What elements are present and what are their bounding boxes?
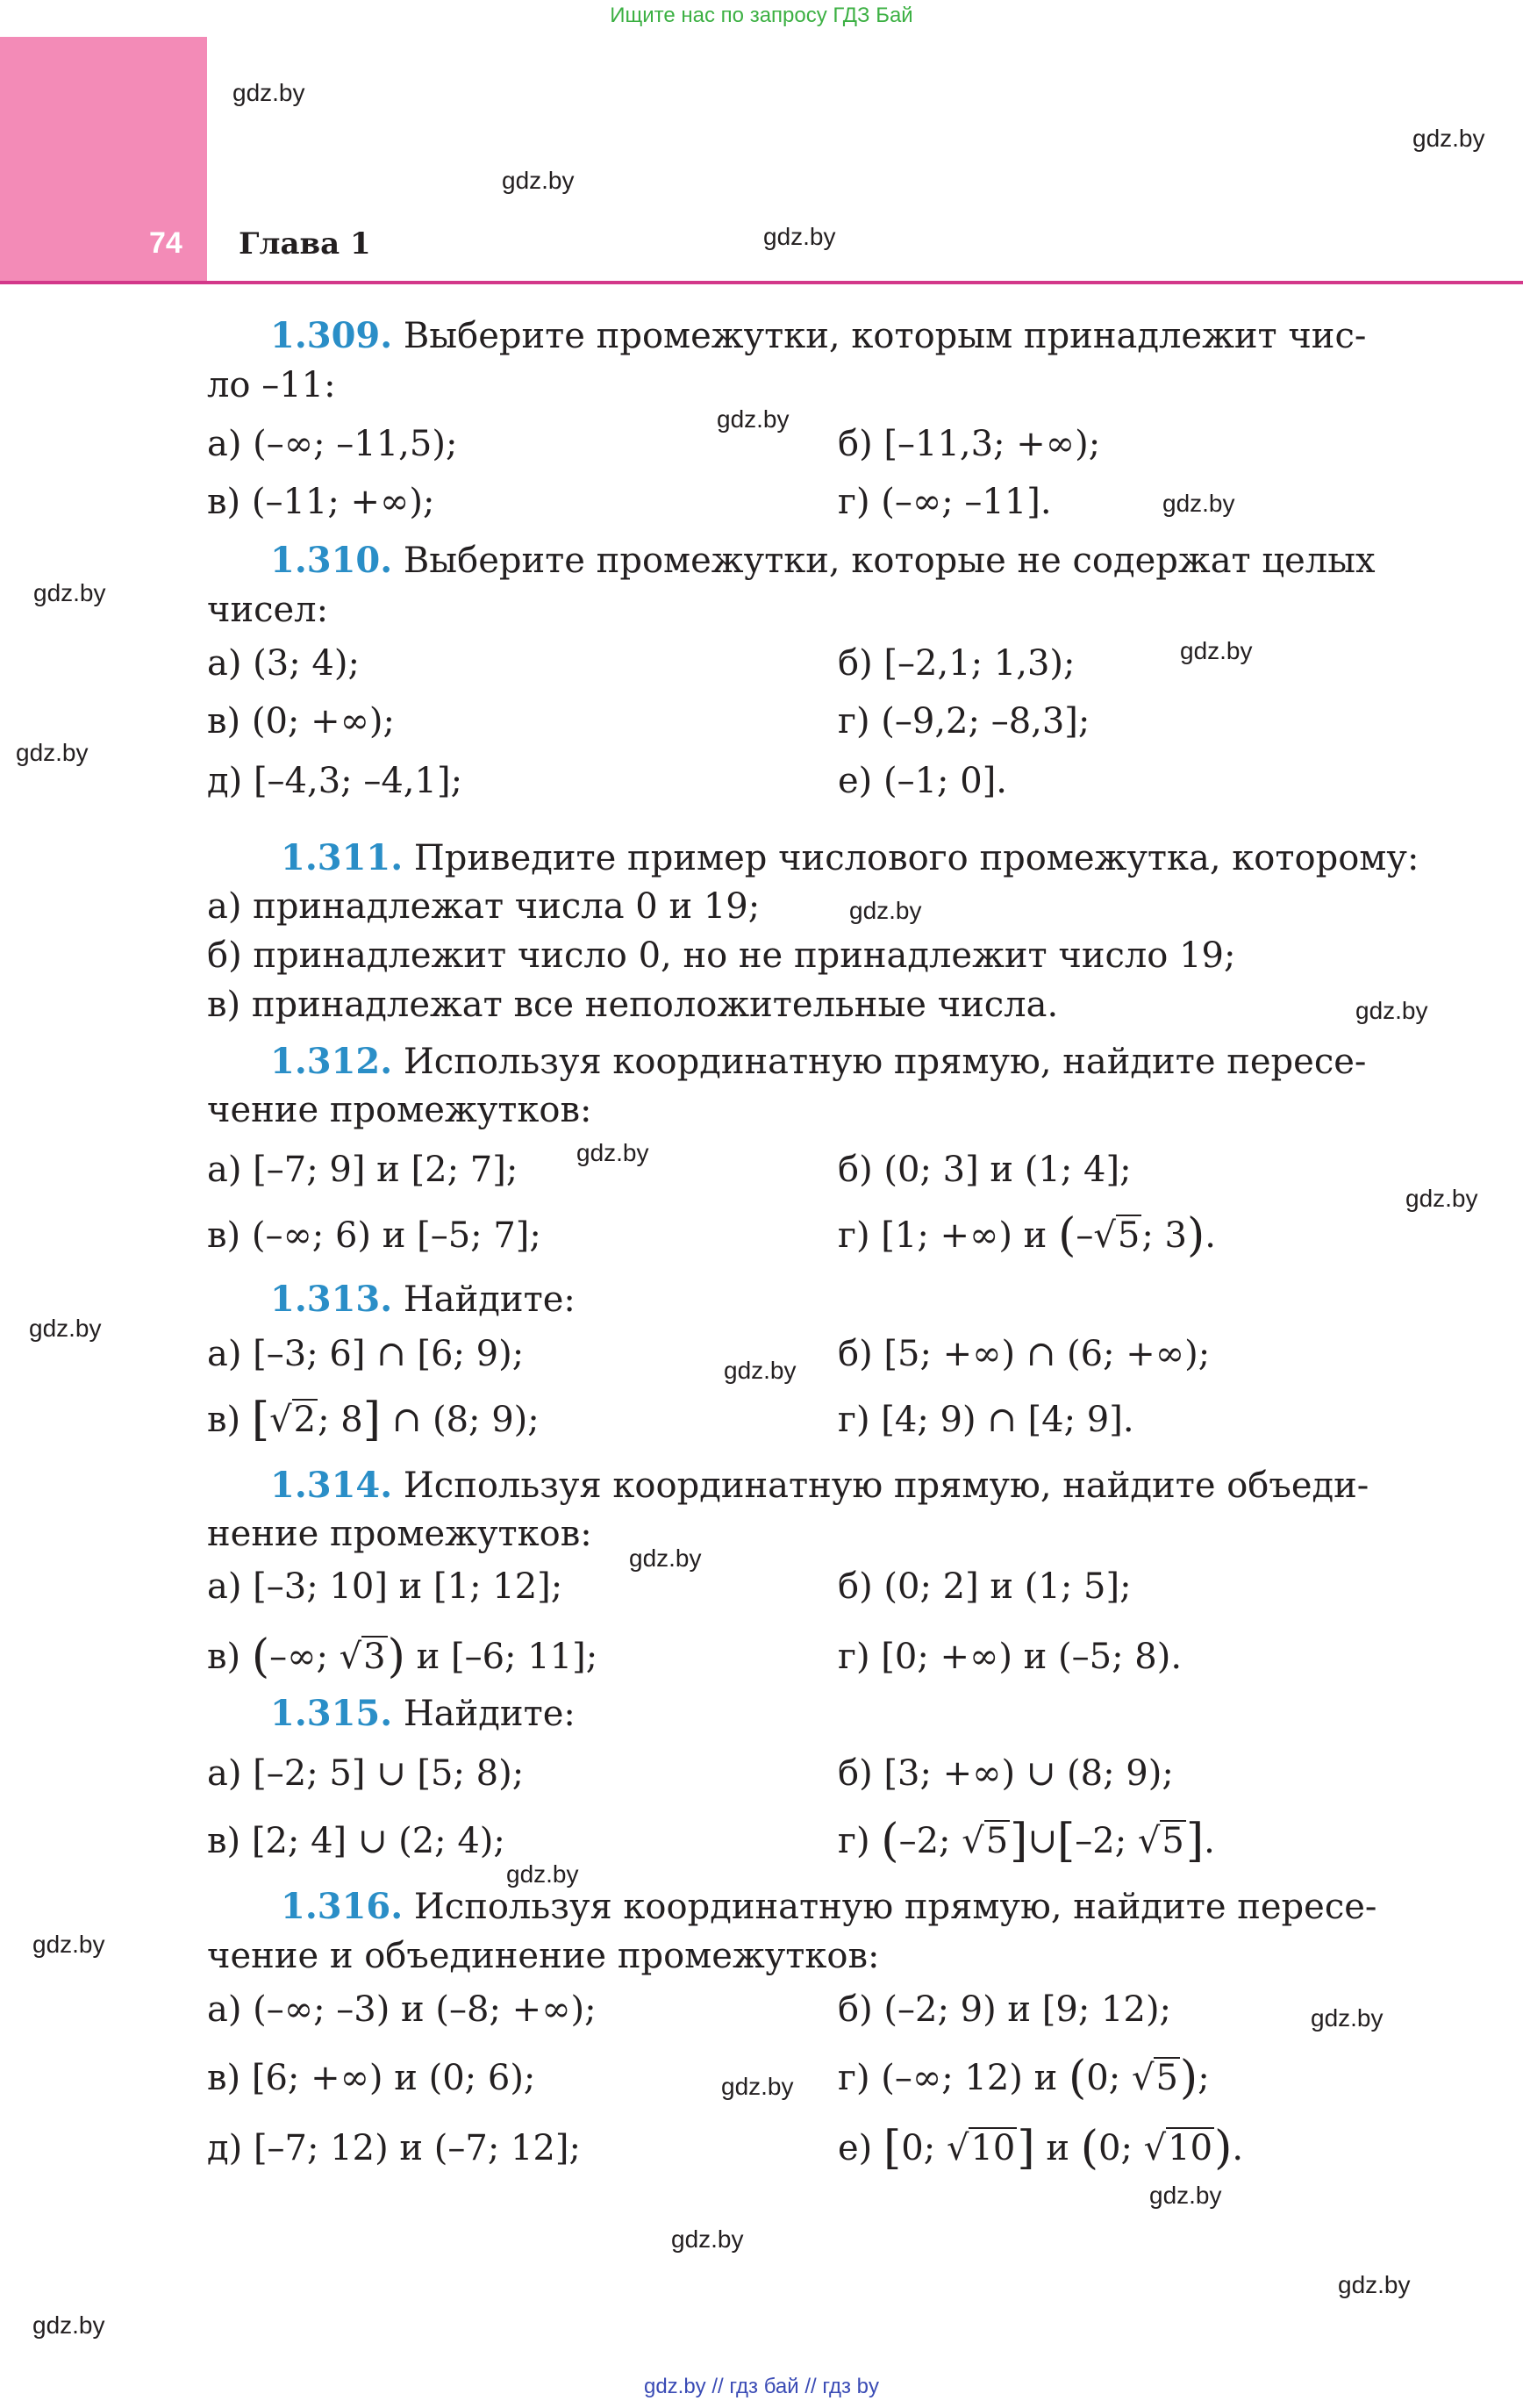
option-v: в) (–∞; 6) и [–5; 7]; xyxy=(207,1215,541,1256)
problem-1316-line1 xyxy=(281,1882,1376,1931)
paren: ) xyxy=(1214,2122,1233,2175)
option-a: а) (–∞; –11,5); xyxy=(207,424,458,464)
text: . xyxy=(1205,1215,1216,1256)
union-sign: ∪ xyxy=(1027,1821,1057,1861)
watermark: gdz.by xyxy=(629,1544,702,1572)
watermark: gdz.by xyxy=(763,223,836,250)
text: . xyxy=(1204,1821,1215,1861)
radicand: 5 xyxy=(985,1821,1009,1861)
option-b: б) (0; 2] и (1; 5]; xyxy=(838,1566,1132,1607)
option-v: в) (–11; +∞); xyxy=(207,482,435,522)
option-a: а) принадлежат числа 0 и 19; xyxy=(207,886,761,927)
problem-1315-line1 xyxy=(270,1689,576,1738)
problem-number: 1.316. xyxy=(281,1886,404,1927)
watermark: gdz.by xyxy=(232,79,305,106)
bracket: [ xyxy=(883,2122,902,2175)
option-a: а) [–2; 5] ∪ [5; 8); xyxy=(207,1753,525,1794)
watermark: gdz.by xyxy=(1311,2004,1384,2032)
option-b: б) принадлежит число 0, но не принадлежит число 19; xyxy=(207,935,1236,976)
problem-text: Используя координатную прямую, найдите пересе- xyxy=(413,1887,1377,1927)
problem-number: 1.314. xyxy=(270,1465,393,1506)
paren: ( xyxy=(251,1630,270,1683)
option-d: д) [–4,3; –4,1]; xyxy=(207,761,463,801)
text: –2; xyxy=(898,1821,962,1861)
option-g: г) [0; +∞) и (–5; 8). xyxy=(838,1637,1183,1677)
problem-number: 1.309. xyxy=(270,315,393,356)
option-v: в) [√2; 8] ∩ (8; 9); xyxy=(207,1394,540,1446)
text: г) [1; +∞) и xyxy=(838,1215,1059,1256)
watermark: gdz.by xyxy=(1338,2271,1411,2298)
radicand: 10 xyxy=(1168,2128,1213,2168)
watermark: gdz.by xyxy=(849,897,922,924)
watermark: gdz.by xyxy=(16,739,89,766)
option-a: а) (–∞; –3) и (–8; +∞); xyxy=(207,1989,597,2030)
paren: ( xyxy=(1080,2122,1099,2175)
option-v: в) принадлежат все неположительные числа. xyxy=(207,985,1059,1025)
option-a: а) [–3; 10] и [1; 12]; xyxy=(207,1566,563,1607)
text: . xyxy=(1232,2128,1244,2168)
watermark: gdz.by xyxy=(29,1315,102,1342)
watermark: gdz.by xyxy=(671,2225,744,2253)
problem-number: 1.312. xyxy=(270,1041,393,1082)
option-d: д) [–7; 12) и (–7; 12]; xyxy=(207,2128,582,2168)
watermark: gdz.by xyxy=(1180,637,1253,664)
text: и xyxy=(1034,2128,1081,2168)
paren: ) xyxy=(1186,1209,1205,1262)
header-rule xyxy=(0,281,1523,284)
problem-1314-line2: нение промежутков: xyxy=(207,1514,592,1554)
bracket: ] xyxy=(1017,2122,1035,2175)
text: ; 8 xyxy=(318,1400,363,1440)
text: –2; xyxy=(1075,1821,1138,1861)
search-banner[interactable]: Ищите нас по запросу ГДЗ Бай xyxy=(610,4,913,27)
problem-1312-line2: чение промежутков: xyxy=(207,1090,592,1130)
problem-number: 1.310. xyxy=(270,540,393,581)
text: ; 3 xyxy=(1141,1215,1187,1256)
radicand: 5 xyxy=(1117,1215,1140,1256)
page-number: 74 xyxy=(149,226,182,260)
option-g: г) (–∞; 12) и (0; √5); xyxy=(838,2052,1210,2104)
text: 0; xyxy=(901,2128,947,2168)
option-a: а) [–3; 6] ∩ [6; 9); xyxy=(207,1334,525,1374)
text: г) xyxy=(838,1821,882,1861)
bracket: ] xyxy=(1185,1815,1205,1867)
paren: ) xyxy=(1179,2052,1198,2104)
text: – xyxy=(1076,1215,1094,1256)
problem-text: Выберите промежутки, которым принадлежит чис- xyxy=(403,316,1367,356)
bracket: ] xyxy=(1010,1815,1028,1867)
problem-text: Найдите: xyxy=(403,1694,576,1734)
bracket: ] xyxy=(362,1394,382,1446)
option-g: г) [4; 9) ∩ [4; 9]. xyxy=(838,1400,1134,1440)
option-b: б) [5; +∞) ∩ (6; +∞); xyxy=(838,1334,1211,1374)
watermark: gdz.by xyxy=(1355,997,1428,1024)
problem-text: Выберите промежутки, которые не содержат целых xyxy=(403,541,1376,581)
watermark: gdz.by xyxy=(502,167,575,194)
option-g: г) [1; +∞) и (–√5; 3). xyxy=(838,1209,1216,1262)
radicand: 5 xyxy=(1162,1821,1184,1861)
radicand: 3 xyxy=(363,1637,386,1677)
watermark: gdz.by xyxy=(32,1931,105,1958)
problem-number: 1.315. xyxy=(270,1693,393,1734)
watermark: gdz.by xyxy=(506,1860,579,1888)
option-b: б) [–11,3; +∞); xyxy=(838,424,1101,464)
problem-1314-line1 xyxy=(270,1461,1369,1510)
problem-text: Используя координатную прямую, найдите пересе- xyxy=(403,1042,1367,1082)
watermark: gdz.by xyxy=(724,1357,797,1384)
text: в) xyxy=(207,1400,252,1440)
text: 0; xyxy=(1086,2058,1132,2098)
watermark: gdz.by xyxy=(32,2311,105,2339)
problem-number: 1.313. xyxy=(270,1279,393,1320)
option-g: г) (–9,2; –8,3]; xyxy=(838,701,1090,742)
watermark: gdz.by xyxy=(1162,490,1235,517)
watermark: gdz.by xyxy=(1412,125,1485,152)
option-v: в) (–∞; √3) и [–6; 11]; xyxy=(207,1630,598,1683)
text: г) (–∞; 12) и xyxy=(838,2058,1069,2098)
option-e: е) [0; √10] и (0; √10). xyxy=(838,2122,1244,2175)
text: е) xyxy=(838,2128,883,2168)
radicand: 10 xyxy=(970,2128,1016,2168)
option-v: в) [2; 4] ∪ (2; 4); xyxy=(207,1821,505,1861)
option-v: в) (0; +∞); xyxy=(207,701,396,742)
problem-1313-line1 xyxy=(270,1275,576,1324)
paren: ) xyxy=(387,1630,405,1683)
option-a: а) (3; 4); xyxy=(207,643,360,684)
watermark: gdz.by xyxy=(576,1139,649,1166)
radicand: 5 xyxy=(1155,2058,1178,2098)
paren: ( xyxy=(881,1815,899,1867)
option-b: б) [3; +∞) ∪ (8; 9); xyxy=(838,1753,1174,1794)
watermark: gdz.by xyxy=(1149,2182,1222,2209)
problem-1309-line1 xyxy=(270,312,1366,361)
problem-1309-line2: ло –11: xyxy=(207,365,336,405)
watermark: gdz.by xyxy=(717,405,790,433)
problem-number: 1.311. xyxy=(281,837,404,878)
watermark: gdz.by xyxy=(721,2073,794,2100)
text: в) xyxy=(207,1637,252,1677)
text: –∞; xyxy=(269,1637,340,1677)
paren: ( xyxy=(1058,1209,1076,1262)
text: 0; xyxy=(1098,2128,1144,2168)
option-v: в) [6; +∞) и (0; 6); xyxy=(207,2058,536,2098)
bracket: [ xyxy=(1056,1815,1076,1867)
problem-1311-line1 xyxy=(281,834,1419,883)
text: и [–6; 11]; xyxy=(404,1637,598,1677)
problem-text: Используя координатную прямую, найдите объеди- xyxy=(403,1466,1369,1506)
problem-1310-line1 xyxy=(270,536,1376,585)
text: ∩ (8; 9); xyxy=(381,1400,540,1440)
problem-text: Приведите пример числового промежутка, которому: xyxy=(413,838,1419,878)
problem-1316-line2: чение и объединение промежутков: xyxy=(207,1936,880,1976)
paren: ( xyxy=(1069,2052,1087,2104)
option-g: г) (–2; √5]∪[–2; √5]. xyxy=(838,1815,1215,1867)
option-g: г) (–∞; –11]. xyxy=(838,482,1052,522)
option-b: б) [–2,1; 1,3); xyxy=(838,643,1076,684)
chapter-title: Глава 1 xyxy=(239,226,371,262)
problem-1310-line2: чисел: xyxy=(207,590,329,630)
radicand: 2 xyxy=(293,1400,317,1440)
problem-1312-line1 xyxy=(270,1037,1366,1086)
footer-links[interactable]: gdz.by // гдз бай // гдз by xyxy=(643,2375,880,2398)
option-b: б) (–2; 9) и [9; 12); xyxy=(838,1989,1172,2030)
watermark: gdz.by xyxy=(33,579,106,606)
option-e: е) (–1; 0]. xyxy=(838,761,1008,801)
option-b: б) (0; 3] и (1; 4]; xyxy=(838,1150,1132,1190)
option-a: а) [–7; 9] и [2; 7]; xyxy=(207,1150,518,1190)
watermark: gdz.by xyxy=(1405,1185,1478,1212)
text: ; xyxy=(1198,2058,1210,2098)
bracket: [ xyxy=(251,1394,270,1446)
problem-text: Найдите: xyxy=(403,1279,576,1320)
